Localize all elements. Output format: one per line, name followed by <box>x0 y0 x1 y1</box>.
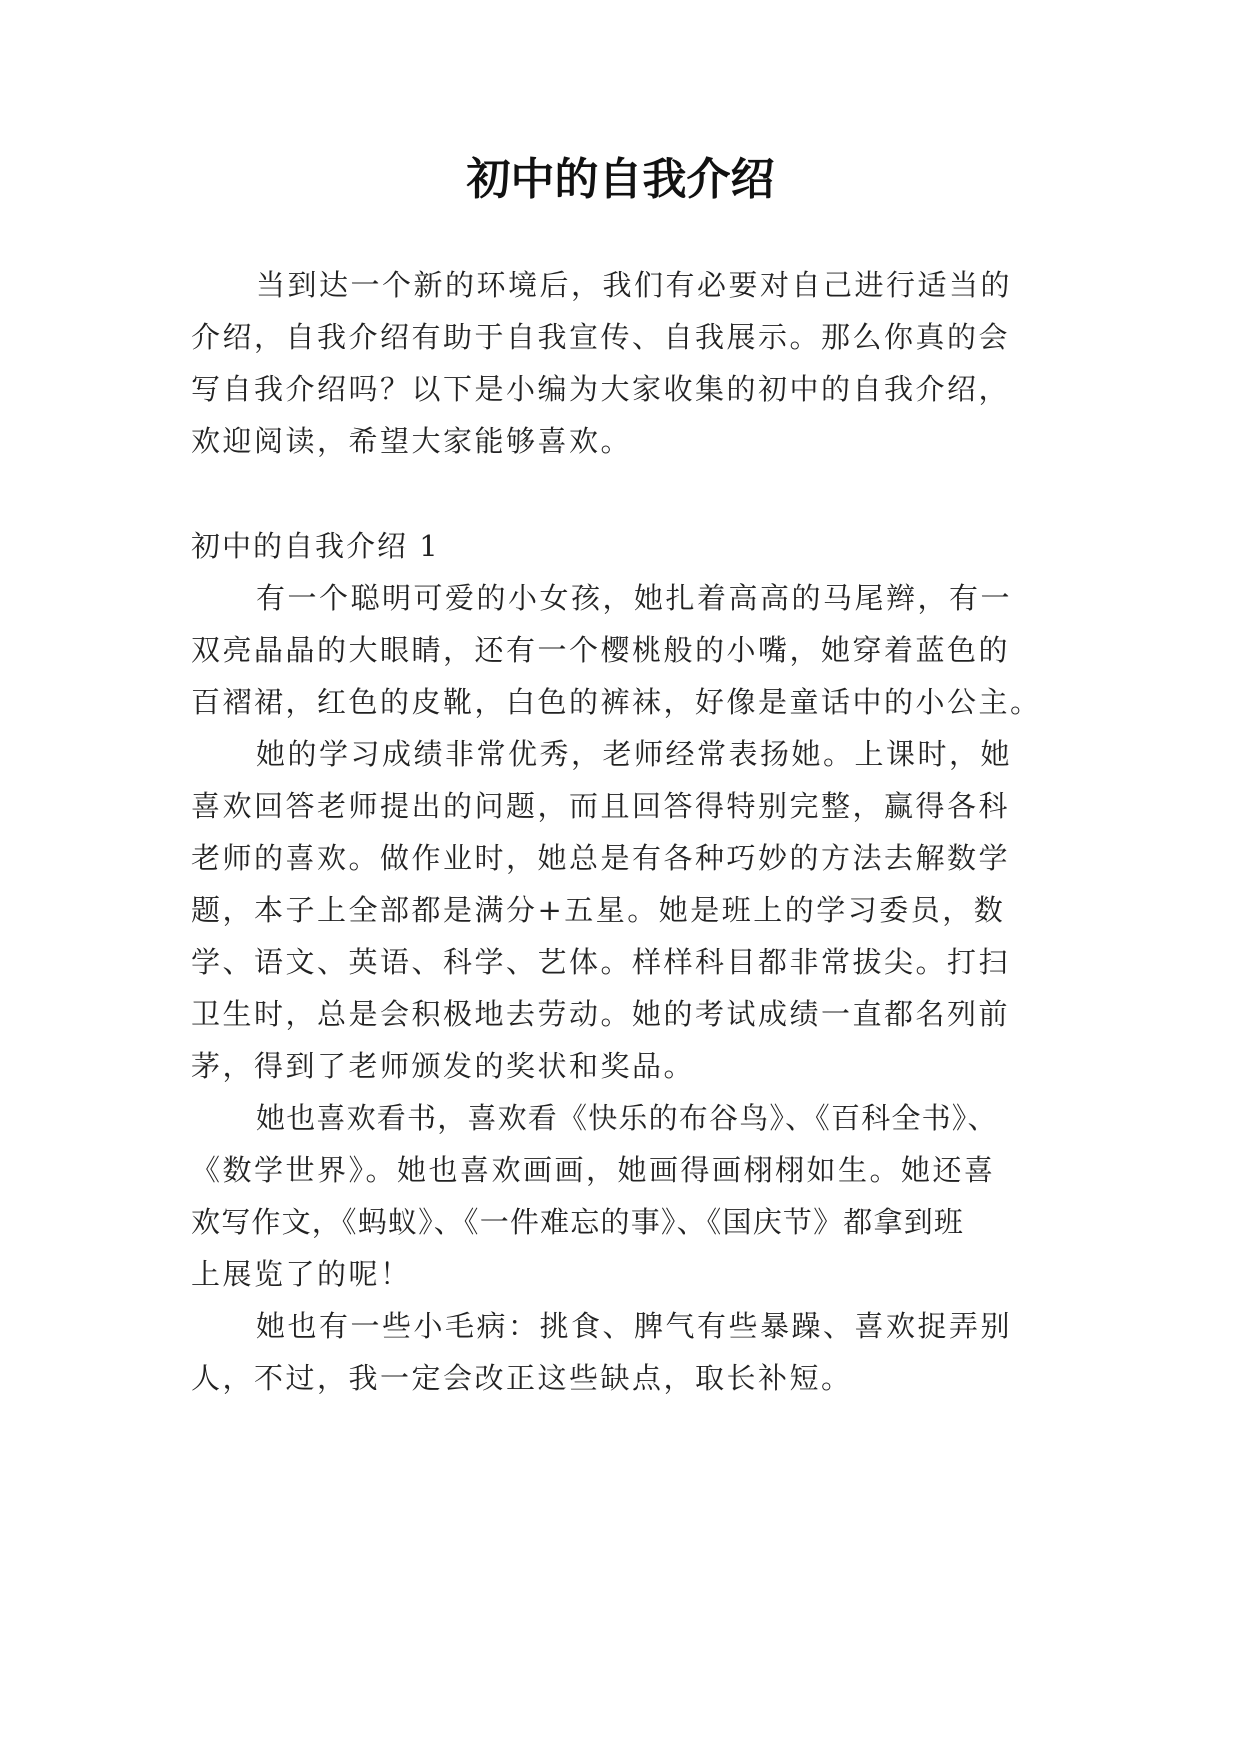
body-line: 双亮晶晶的大眼睛，还有一个樱桃般的小嘴，她穿着蓝色的 <box>191 633 1011 667</box>
body-line: 她也有一些小毛病：挑食、脾气有些暴躁、喜欢捉弄别 <box>256 1309 1013 1343</box>
intro-line: 欢迎阅读，希望大家能够喜欢。 <box>191 424 633 458</box>
body-line: 喜欢回答老师提出的问题，而且回答得特别完整，赢得各科 <box>191 789 1011 823</box>
body-line: 学、语文、英语、科学、艺体。样样科目都非常拔尖。打扫 <box>191 945 1011 979</box>
body-line: 上展览了的呢！ <box>191 1257 412 1291</box>
intro-line: 写自我介绍吗？以下是小编为大家收集的初中的自我介绍， <box>191 372 1011 406</box>
intro-line: 当到达一个新的环境后，我们有必要对自己进行适当的 <box>256 268 1013 302</box>
body-line: 茅，得到了老师颁发的奖状和奖品。 <box>191 1049 696 1083</box>
intro-line: 介绍，自我介绍有助于自我宣传、自我展示。那么你真的会 <box>191 320 1011 354</box>
body-line: 百褶裙，红色的皮靴，白色的裤袜，好像是童话中的小公主。 <box>191 685 1042 719</box>
body-line: 人，不过，我一定会改正这些缺点，取长补短。 <box>191 1361 853 1395</box>
body-line: 她也喜欢看书，喜欢看《快乐的布谷鸟》、《百科全书》、 <box>256 1101 998 1135</box>
body-line: 她的学习成绩非常优秀，老师经常表扬她。上课时，她 <box>256 737 1013 771</box>
body-line: 欢写作文，《蚂蚁》、《一件难忘的事》、《国庆节》都拿到班 <box>191 1205 965 1239</box>
document-title: 初中的自我介绍 <box>466 154 775 205</box>
body-line: 老师的喜欢。做作业时，她总是有各种巧妙的方法去解数学 <box>191 841 1011 875</box>
body-line: 卫生时，总是会积极地去劳动。她的考试成绩一直都名列前 <box>191 997 1011 1031</box>
body-line: 有一个聪明可爱的小女孩，她扎着高高的马尾辫，有一 <box>256 581 1013 615</box>
body-line: 《数学世界》。她也喜欢画画，她画得画栩栩如生。她还喜 <box>191 1153 996 1187</box>
body-line: 题，本子上全部都是满分+五星。她是班上的学习委员，数 <box>191 893 1006 927</box>
section-heading: 初中的自我介绍 1 <box>191 529 440 563</box>
